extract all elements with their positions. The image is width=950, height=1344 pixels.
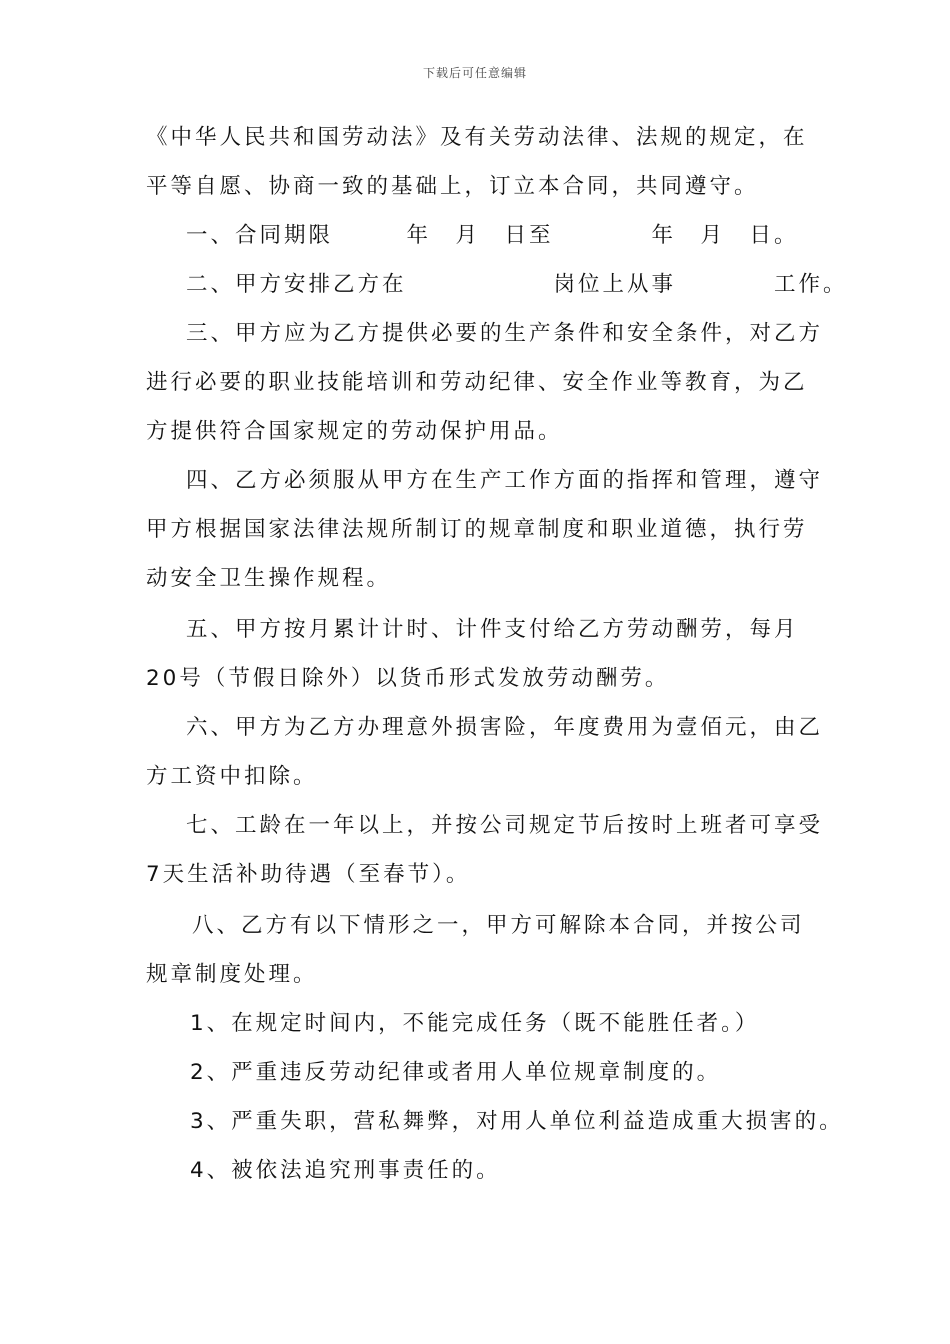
paragraph-line: 进行必要的职业技能培训和劳动纪律、安全作业等教育，为乙 <box>146 370 808 395</box>
paragraph-line: 《中华人民共和国劳动法》及有关劳动法律、法规的规定，在 <box>146 125 808 150</box>
paragraph-line: 4、被依法追究刑事责任的。 <box>190 1158 501 1183</box>
paragraph-line: 2、严重违反劳动纪律或者用人单位规章制度的。 <box>190 1060 722 1085</box>
paragraph-line: 1、在规定时间内，不能完成任务（既不能胜任者。） <box>190 1011 760 1036</box>
paragraph-line: 平等自愿、协商一致的基础上，订立本合同，共同遵守。 <box>146 174 759 199</box>
paragraph-line: 规章制度处理。 <box>146 962 318 987</box>
page-header: 下载后可任意编辑 <box>422 66 527 80</box>
paragraph-line: 7天生活补助待遇（至春节）。 <box>146 862 471 887</box>
paragraph-line: 3、严重失职，营私舞弊，对用人单位利益造成重大损害的。 <box>190 1109 844 1134</box>
paragraph-line: 四、乙方必须服从甲方在生产工作方面的指挥和管理，遵守 <box>186 468 824 493</box>
paragraph-line: 方工资中扣除。 <box>146 764 318 789</box>
paragraph-line: 八、乙方有以下情形之一，甲方可解除本合同，并按公司 <box>192 913 805 938</box>
paragraph-line: 五、甲方按月累计计时、计件支付给乙方劳动酬劳，每月 <box>186 617 799 642</box>
paragraph-line: 七、工龄在一年以上，并按公司规定节后按时上班者可享受 <box>186 813 824 838</box>
paragraph-line: 三、甲方应为乙方提供必要的生产条件和安全条件，对乙方 <box>186 321 824 346</box>
paragraph-line: 甲方根据国家法律法规所制订的规章制度和职业道德，执行劳 <box>146 517 808 542</box>
paragraph-line: 方提供符合国家规定的劳动保护用品。 <box>146 419 563 444</box>
paragraph-line: 二、甲方安排乙方在 岗位上从事 工作。 <box>186 272 848 297</box>
paragraph-line: 20号（节假日除外）以货币形式发放劳动酬劳。 <box>146 666 670 691</box>
paragraph-line: 六、甲方为乙方办理意外损害险，年度费用为壹佰元，由乙 <box>186 715 824 740</box>
paragraph-line: 一、合同期限 年 月 日至 年 月 日。 <box>186 223 799 248</box>
paragraph-line: 动安全卫生操作规程。 <box>146 566 392 591</box>
